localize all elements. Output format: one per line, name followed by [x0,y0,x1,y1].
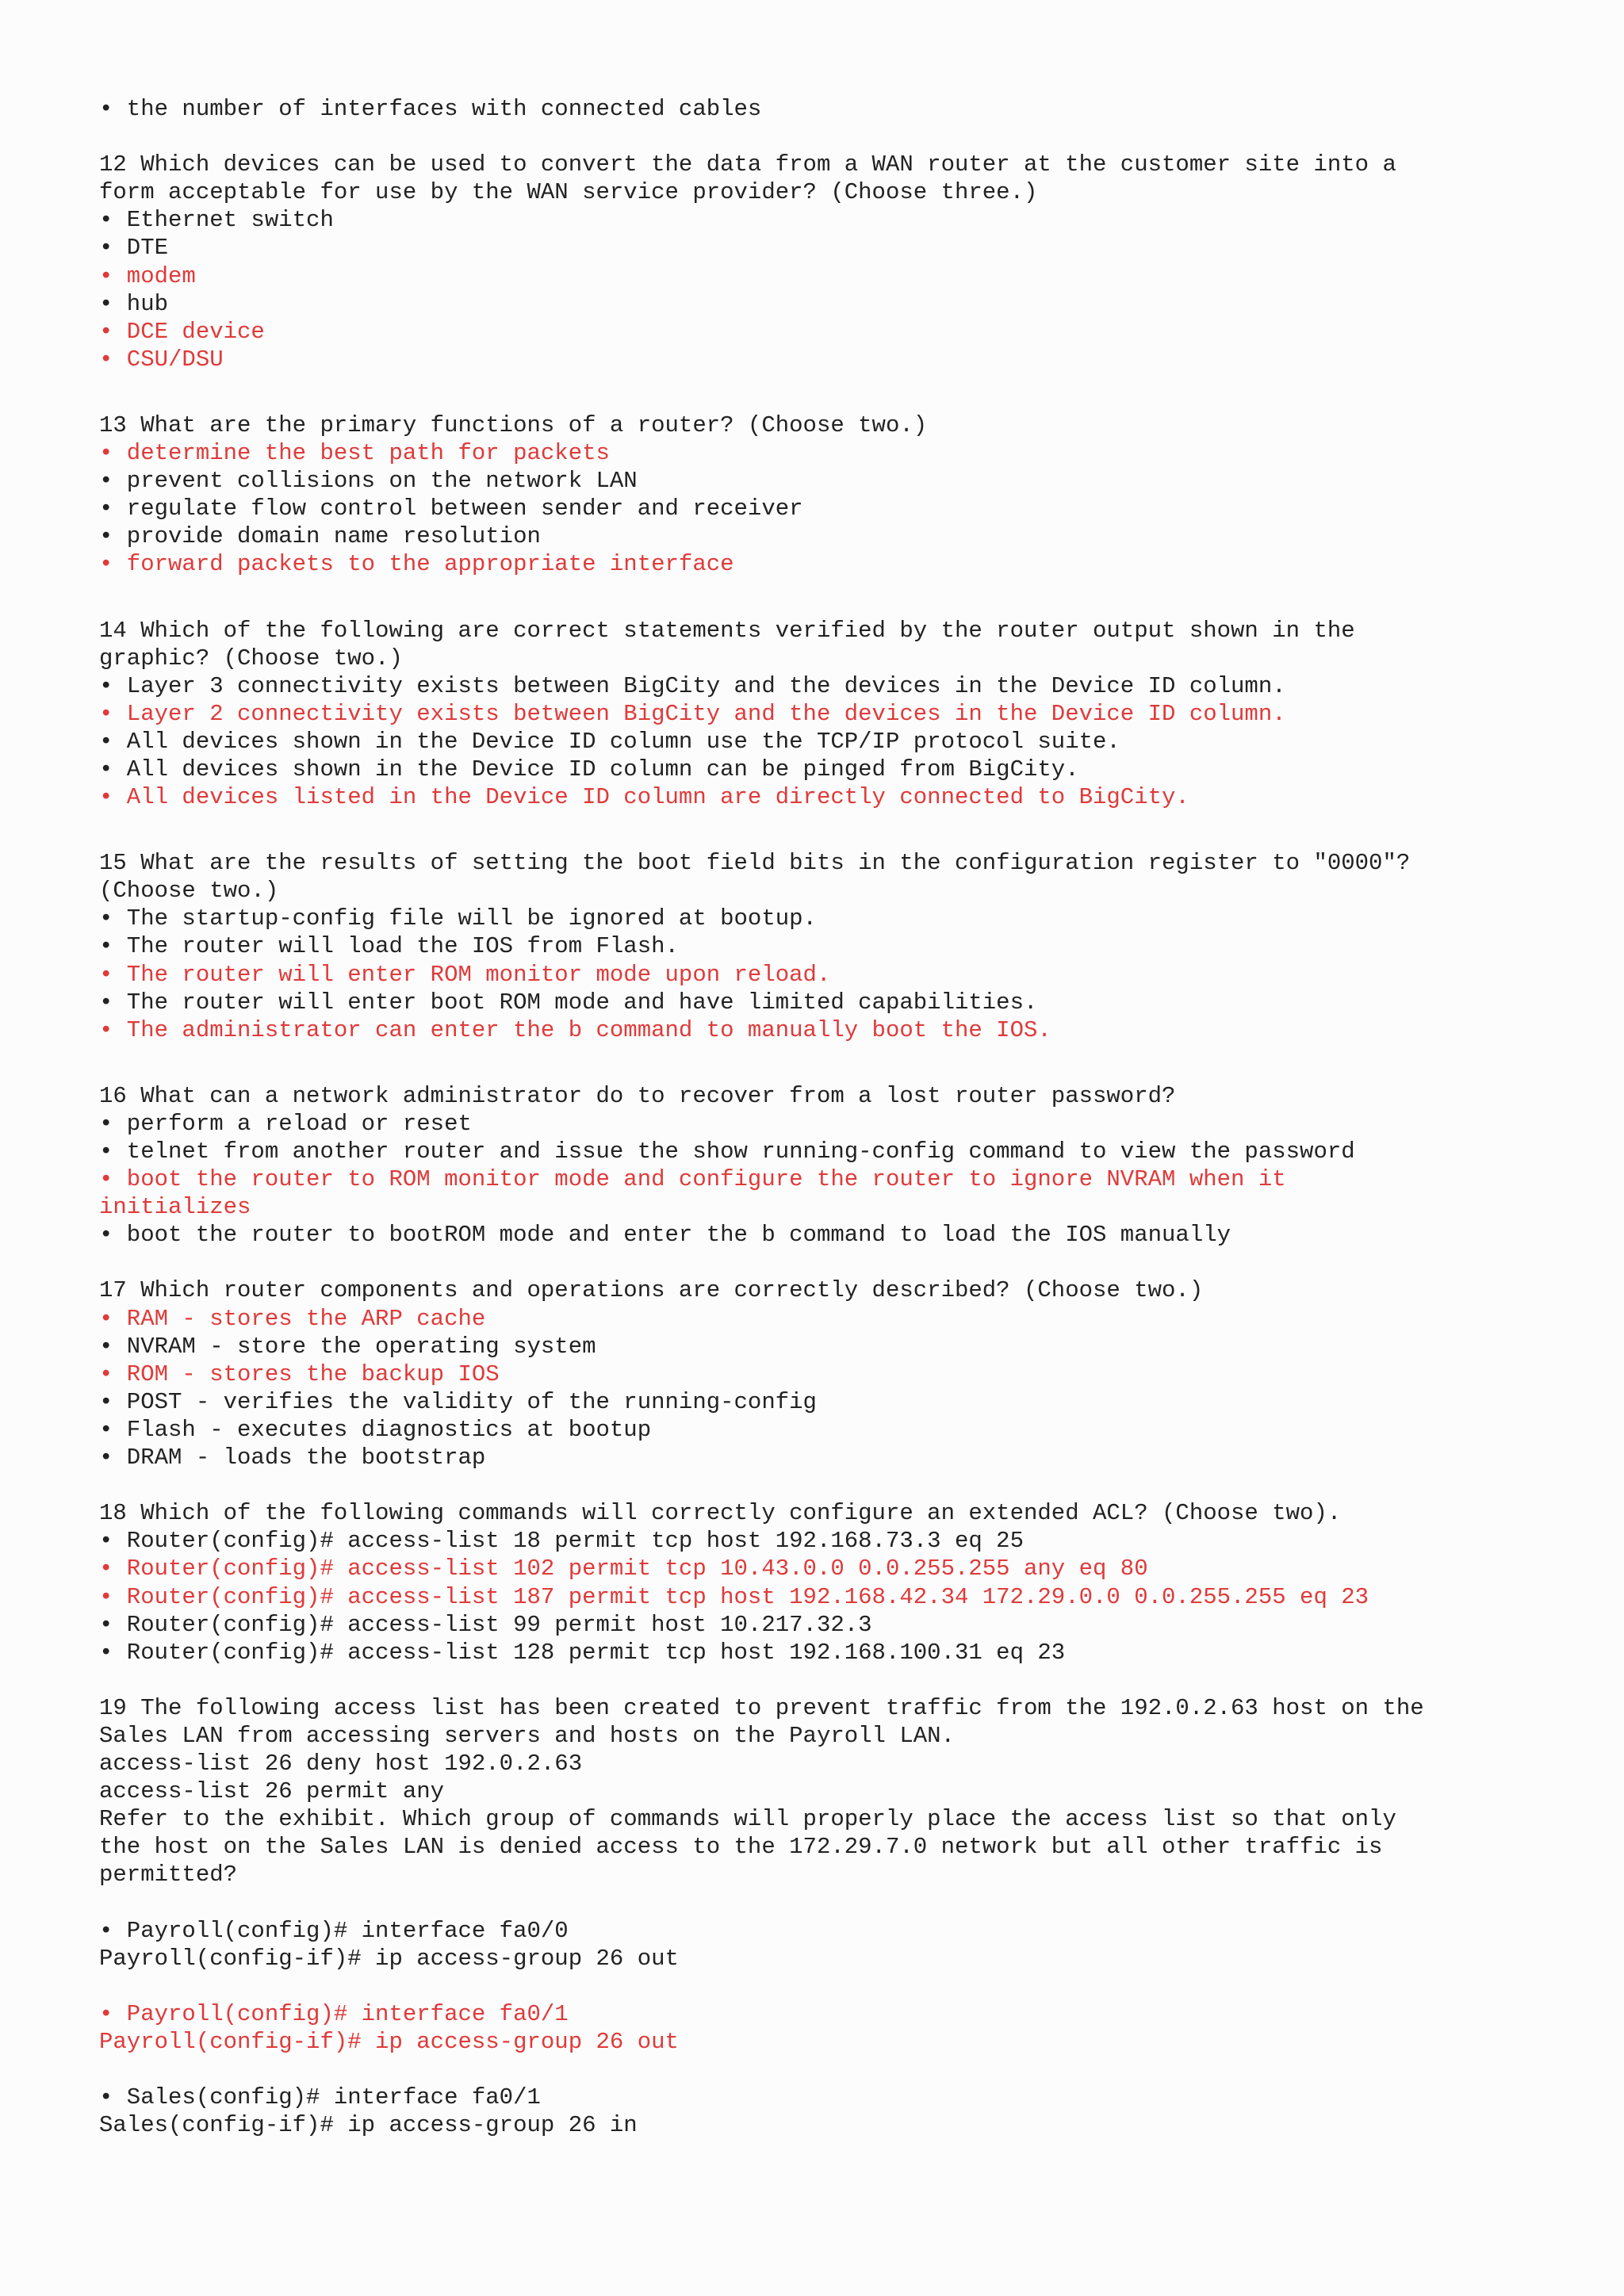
correct-answer-option: • Layer 2 connectivity exists between BigCity and the devices in the Device ID column. [99,700,1286,727]
answer-option: • All devices shown in the Device ID column use the TCP/IP protocol suite. [99,728,1120,755]
answer-option: • Ethernet switch [99,207,334,234]
answer-option: • Payroll(config)# interface fa0/0 [99,1917,569,1944]
question-17 [99,1276,1592,1471]
answer-option: • Router(config)# access-list 99 permit host 10.217.32.3 [99,1611,872,1638]
correct-answer-option: • ROM - stores the backup IOS [99,1360,500,1387]
correct-answer-option: • All devices listed in the Device ID column are directly connected to BigCity. [99,784,1189,811]
question-text: Sales LAN from accessing servers and hosts on the Payroll LAN. [99,1722,955,1749]
correct-answer-option: • modem [99,262,196,289]
question-19 [99,1694,1592,2140]
question-text: 17 Which router components and operations are correctly described? (Choose two.) [99,1277,1204,1304]
correct-answer-option: initializes [99,1194,251,1221]
answer-option: • Flash - executes diagnostics at bootup [99,1416,652,1443]
answer-option: • prevent collisions on the network LAN [99,468,638,495]
question-text: graphic? (Choose two.) [99,645,403,672]
correct-answer-option: Payroll(config-if)# ip access-group 26 out [99,2029,679,2055]
question-text: Refer to the exhibit. Which group of commands will properly place the access list so that only [99,1806,1396,1833]
answer-option: • Router(config)# access-list 128 permit tcp host 192.168.100.31 eq 23 [99,1639,1066,1666]
correct-answer-option-group [99,2000,1592,2056]
answer-option: • All devices shown in the Device ID column can be pinged from BigCity. [99,756,1079,783]
question-text: access-list 26 permit any [99,1778,445,1805]
correct-answer-option: • The administrator can enter the b command to manually boot the IOS. [99,1016,1051,1043]
correct-answer-option: • RAM - stores the ARP cache [99,1305,486,1332]
answer-option-group [99,1917,1592,1973]
question-13 [99,411,1592,579]
answer-option: • POST - verifies the validity of the running-config [99,1388,817,1415]
question-text: access-list 26 deny host 192.0.2.63 [99,1751,583,1777]
answer-option: • NVRAM - store the operating system [99,1333,596,1360]
correct-answer-option: • CSU/DSU [99,346,224,373]
question-text: 12 Which devices can be used to convert the data from a WAN router at the customer site into a [99,151,1396,178]
question-text: 16 What can a network administrator do to recover from a lost router password? [99,1082,1176,1109]
question-text: permitted? [99,1862,238,1888]
answer-option: • provide domain name resolution [99,523,541,550]
answer-option: • The router will load the IOS from Flash. [99,933,679,960]
answer-option: • DTE [99,235,169,262]
correct-answer-option: • forward packets to the appropriate interface [99,551,734,578]
answer-option: • hub [99,290,169,317]
question-16 [99,1082,1592,1249]
answer-option: • Router(config)# access-list 18 permit tcp host 192.168.73.3 eq 25 [99,1528,1024,1555]
question-text: the host on the Sales LAN is denied access to the 172.29.7.0 network but all other traffic is [99,1834,1383,1861]
question-text: 15 What are the results of setting the boot field bits in the configuration register to "0000"? [99,850,1411,877]
answer-option: • Layer 3 connectivity exists between BigCity and the devices in the Device ID column. [99,672,1286,699]
question-text: 19 The following access list has been created to prevent traffic from the 192.0.2.63 host on the [99,1694,1424,1721]
question-text: 18 Which of the following commands will correctly configure an extended ACL? (Choose two). [99,1500,1342,1527]
correct-answer-option: • Router(config)# access-list 187 permit tcp host 192.168.42.34 172.29.0.0 0.0.255.255 eq 23 [99,1583,1369,1610]
answer-option: Sales(config-if)# ip access-group 26 in [99,2112,638,2139]
answer-option: • regulate flow control between sender and receiver [99,496,803,522]
correct-answer-option: • Payroll(config)# interface fa0/1 [99,2000,569,2027]
answer-option: • DRAM - loads the bootstrap [99,1445,486,1471]
question-text: (Choose two.) [99,878,279,905]
answer-option: • The router will enter boot ROM mode and have limited capabilities. [99,989,1038,1016]
question-text: 13 What are the primary functions of a router? (Choose two.) [99,411,928,438]
answer-option: • The startup-config file will be ignored at bootup. [99,905,817,932]
correct-answer-option: • determine the best path for packets [99,440,610,467]
correct-answer-option: • Router(config)# access-list 102 permit tcp 10.43.0.0 0.0.255.255 any eq 80 [99,1556,1148,1582]
answer-option: • perform a reload or reset [99,1110,472,1137]
question-12 [99,151,1592,373]
correct-answer-option: • boot the router to ROM monitor mode and configure the router to ignore NVRAM when it [99,1166,1286,1193]
question-text: 14 Which of the following are correct statements verified by the router output shown in the [99,617,1355,644]
answer-option: • telnet from another router and issue the show running-config command to view the password [99,1138,1355,1165]
answer-option: • boot the router to bootROM mode and enter the b command to load the IOS manually [99,1222,1231,1249]
answer-option-group [99,2084,1592,2139]
correct-answer-option: • The router will enter ROM monitor mode upon reload. [99,961,831,988]
question-text: form acceptable for use by the WAN service provider? (Choose three.) [99,179,1038,206]
question-14 [99,617,1592,812]
question-15 [99,849,1592,1044]
question-18 [99,1499,1592,1667]
answer-option: • Sales(config)# interface fa0/1 [99,2084,541,2111]
correct-answer-option: • DCE device [99,318,265,345]
answer-option: Payroll(config-if)# ip access-group 26 out [99,1945,679,1972]
list-item: • the number of interfaces with connected cables [99,96,762,122]
